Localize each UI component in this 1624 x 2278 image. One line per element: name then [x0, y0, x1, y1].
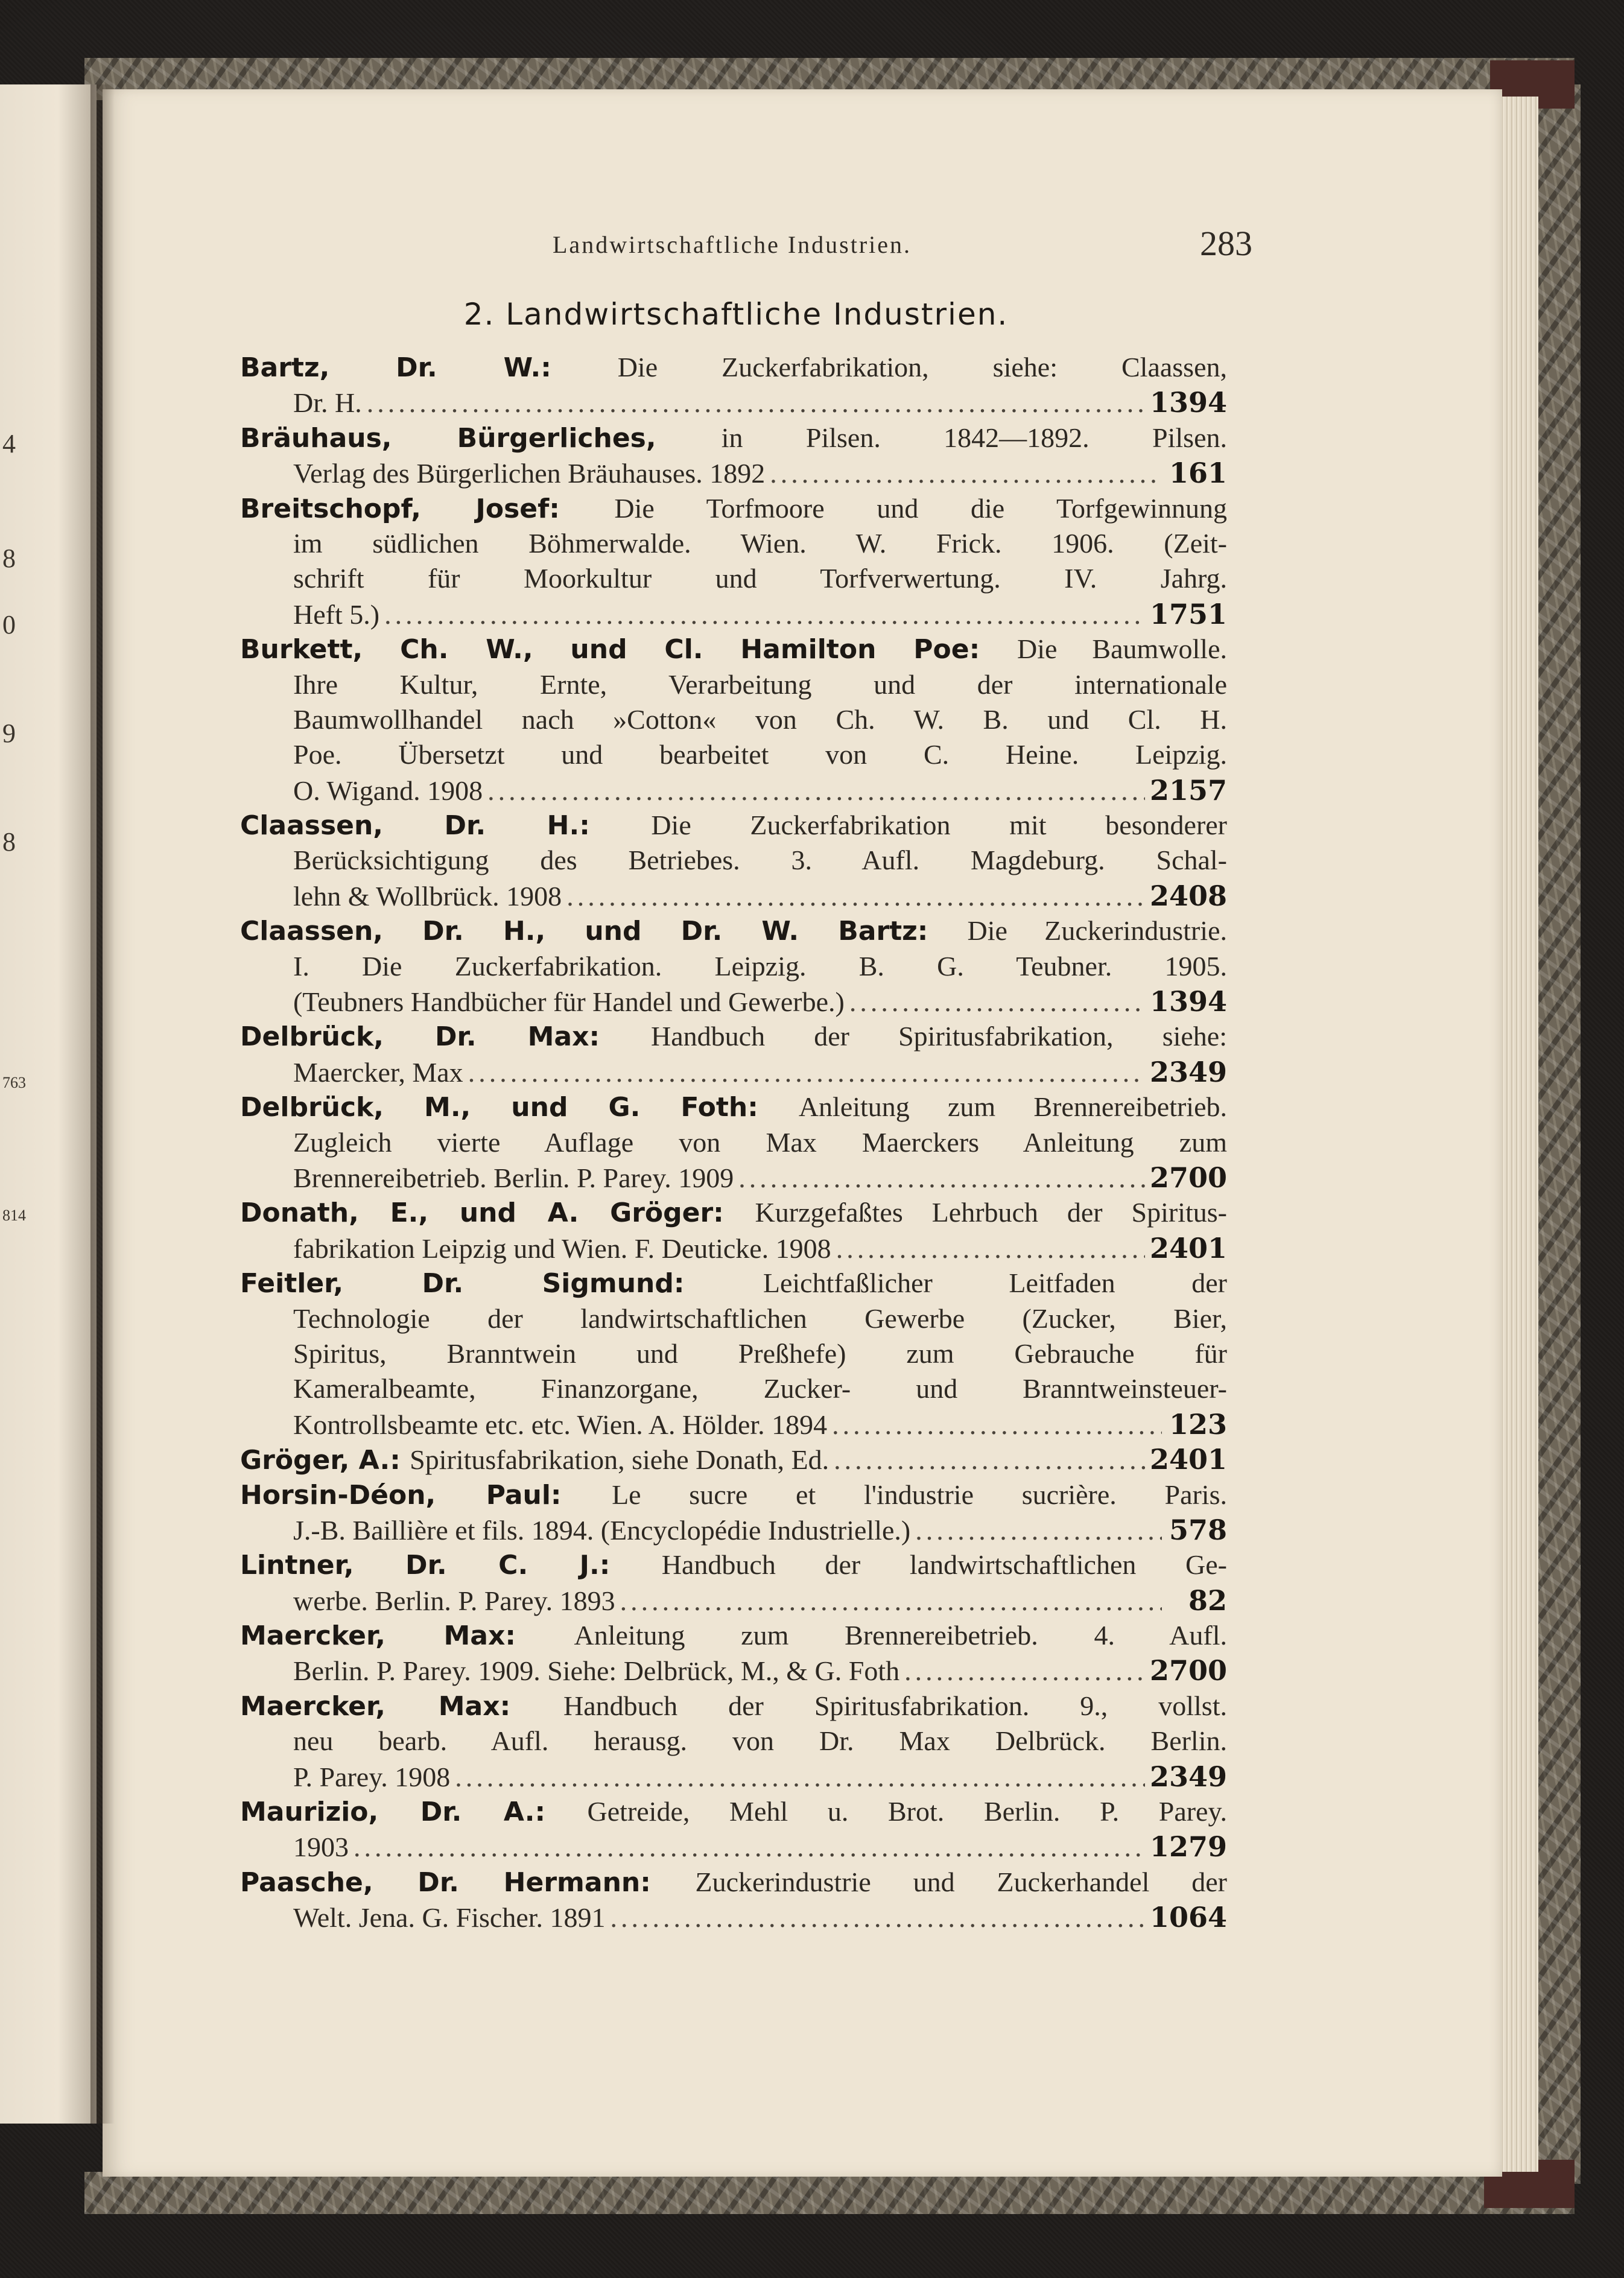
dot-leader — [834, 1442, 1145, 1477]
entry-text: Heft 5.) — [293, 598, 380, 630]
entry-line: Technologie der landwirtschaftlichen Gewerbe (Zucker, Bier, — [293, 1302, 1227, 1334]
dot-leader — [384, 597, 1145, 632]
entry-text: Dr. H. — [293, 387, 362, 419]
entry-final-line — [240, 455, 1227, 490]
dot-leader — [620, 1584, 1162, 1618]
entry-text: Berlin. P. Parey. 1909. Siehe: Delbrück, M., & G. Foth — [293, 1655, 900, 1687]
entry-text: Welt. Jena. G. Fischer. 1891 — [293, 1902, 606, 1934]
bibliography-entry — [240, 1689, 1227, 1794]
bibliography-entry — [240, 420, 1227, 491]
catalog-number: 2700 — [1149, 1654, 1227, 1687]
entry-text: fabrikation Leipzig und Wien. F. Deuticke. 1908 — [293, 1233, 831, 1264]
entry-author: Maercker, Max: — [240, 1620, 574, 1652]
entry-text: Maercker, Max — [293, 1056, 463, 1088]
entry-text: P. Parey. 1908 — [293, 1761, 451, 1792]
page-number: 283 — [1200, 224, 1252, 263]
entry-line: Bartz, Dr. W.: Die Zuckerfabrikation, siehe: Claassen, — [240, 352, 1227, 383]
entry-author: Burkett, Ch. W., und Cl. Hamilton Poe: — [240, 634, 1017, 665]
entry-author: Horsin-Déon, Paul: — [240, 1479, 612, 1511]
entry-text: werbe. Berlin. P. Parey. 1893 — [293, 1585, 615, 1616]
entry-line: Delbrück, M., und G. Foth: Anleitung zum Brennereibetrieb. — [240, 1091, 1227, 1123]
entry-text: Kontrollsbeamte etc. etc. Wien. A. Hölder. 1894 — [293, 1409, 828, 1440]
entry-final-line — [240, 1160, 1227, 1195]
entry-line: schrift für Moorkultur und Torfverwertung. IV. Jahrg. — [293, 563, 1227, 594]
entry-text: 1903 — [293, 1832, 349, 1863]
margin-mark: 8 — [2, 544, 16, 573]
catalog-number: 2408 — [1149, 879, 1227, 912]
entry-final-line — [240, 1653, 1227, 1688]
margin-mark: 8 — [2, 827, 16, 857]
entry-line: Lintner, Dr. C. J.: Handbuch der landwirtschaftlichen Ge- — [240, 1549, 1227, 1581]
entry-author: Breitschopf, Josef: — [240, 493, 615, 524]
bibliography-entry — [240, 1618, 1227, 1689]
entry-final-line — [240, 597, 1227, 632]
bibliography-entry — [240, 1090, 1227, 1195]
entry-final-line — [240, 1442, 1227, 1477]
bibliography-entry — [240, 1865, 1227, 1935]
bibliography-entry — [240, 632, 1227, 808]
bibliography-entry — [240, 1477, 1227, 1548]
bibliography-entry — [240, 350, 1227, 420]
dot-leader — [770, 456, 1162, 490]
entry-line: Poe. Übersetzt und bearbeitet von C. Heine. Leipzig. — [293, 739, 1227, 770]
entry-line: Maercker, Max: Handbuch der Spiritusfabrikation. 9., vollst. — [240, 1690, 1227, 1722]
catalog-number: 82 — [1188, 1584, 1227, 1617]
entry-text: J.-B. Baillière et fils. 1894. (Encyclopédie Industrielle.) — [293, 1514, 911, 1546]
entry-final-line — [240, 1407, 1227, 1442]
spine-shadow — [90, 84, 115, 2124]
running-header — [553, 223, 1252, 265]
entry-author: Delbrück, Dr. Max: — [240, 1021, 652, 1053]
entry-text: (Teubners Handbücher für Handel und Gewerbe.) — [293, 986, 845, 1018]
entry-author: Gröger, A.: — [240, 1445, 410, 1476]
dot-leader — [849, 985, 1145, 1019]
entry-author: Bartz, Dr. W.: — [240, 352, 618, 383]
catalog-number: 123 — [1169, 1407, 1227, 1441]
catalog-number: 578 — [1169, 1513, 1227, 1546]
entry-text: O. Wigand. 1908 — [293, 775, 483, 806]
entry-final-line — [240, 385, 1227, 420]
catalog-number: 1394 — [1149, 985, 1227, 1018]
dot-leader — [566, 879, 1145, 913]
entry-line: neu bearb. Aufl. herausg. von Dr. Max Delbrück. Berlin. — [293, 1725, 1227, 1757]
dot-leader — [832, 1407, 1162, 1442]
entry-line: Horsin-Déon, Paul: Le sucre et l'industrie sucrière. Paris. — [240, 1479, 1227, 1511]
entry-author: Delbrück, M., und G. Foth: — [240, 1092, 799, 1123]
catalog-number: 1751 — [1149, 597, 1227, 630]
dot-leader — [611, 1900, 1145, 1935]
margin-mark: 0 — [2, 610, 16, 639]
entry-final-line — [240, 773, 1227, 808]
entry-line: Ihre Kultur, Ernte, Verarbeitung und der internationale — [293, 668, 1227, 700]
catalog-number: 161 — [1169, 457, 1227, 490]
bibliography-entry — [240, 913, 1227, 1019]
entry-final-line — [240, 878, 1227, 913]
catalog-number: 2349 — [1149, 1760, 1227, 1793]
margin-mark: 4 — [2, 429, 16, 458]
catalog-number: 2401 — [1149, 1231, 1227, 1264]
bibliography-entry — [240, 491, 1227, 632]
entry-line: Berücksichtigung des Betriebes. 3. Aufl. Magdeburg. Schal- — [293, 845, 1227, 876]
entry-author: Claassen, Dr. H., und Dr. W. Bartz: — [240, 916, 968, 947]
dot-leader — [915, 1513, 1162, 1547]
bibliography-entry — [240, 1794, 1227, 1865]
dot-leader — [455, 1760, 1145, 1794]
entry-author: Bräuhaus, Bürgerliches, — [240, 422, 722, 454]
entry-line: im südlichen Böhmerwalde. Wien. W. Frick. 1906. (Zeit- — [293, 527, 1227, 559]
entry-author: Feitler, Dr. Sigmund: — [240, 1268, 763, 1299]
entry-line: Burkett, Ch. W., und Cl. Hamilton Poe: Die Baumwolle. — [240, 633, 1227, 665]
catalog-number: 2700 — [1149, 1161, 1227, 1194]
entry-line: Maurizio, Dr. A.: Getreide, Mehl u. Brot. Berlin. P. Parey. — [240, 1796, 1227, 1828]
entry-author: Lintner, Dr. C. J.: — [240, 1550, 662, 1581]
entry-text: Verlag des Bürgerlichen Bräuhauses. 1892 — [293, 458, 766, 489]
entry-line: Kameralbeamte, Finanzorgane, Zucker- und Branntweinsteuer- — [293, 1373, 1227, 1404]
entry-line: Bräuhaus, Bürgerliches, in Pilsen. 1842—1892. Pilsen. — [240, 422, 1227, 454]
dot-leader — [468, 1055, 1145, 1090]
entry-line: Delbrück, Dr. Max: Handbuch der Spiritusfabrikation, siehe: — [240, 1021, 1227, 1053]
bibliography-entry — [240, 1266, 1227, 1442]
dot-leader — [836, 1231, 1145, 1266]
bibliography-entry — [240, 808, 1227, 913]
dot-leader — [904, 1654, 1145, 1688]
catalog-number: 1279 — [1149, 1830, 1227, 1864]
marbled-edge-bottom — [84, 2172, 1575, 2214]
bibliography-list — [240, 350, 1227, 1935]
entry-final-line — [240, 1583, 1227, 1618]
section-title: 2. Landwirtschaftliche Industrien. — [463, 297, 1009, 332]
entry-final-line — [240, 984, 1227, 1019]
entry-line: Maercker, Max: Anleitung zum Brennereibetrieb. 4. Aufl. — [240, 1620, 1227, 1652]
entry-author: Claassen, Dr. H.: — [240, 810, 652, 842]
dot-leader — [487, 773, 1145, 808]
entry-line: I. Die Zuckerfabrikation. Leipzig. B. G. Teubner. 1905. — [293, 950, 1227, 982]
bibliography-entry — [240, 1195, 1227, 1266]
dot-leader — [738, 1161, 1145, 1195]
entry-line: Claassen, Dr. H., und Dr. W. Bartz: Die Zuckerindustrie. — [240, 915, 1227, 947]
entry-line: Baumwollhandel nach »Cotton« von Ch. W. B. und Cl. H. — [293, 703, 1227, 735]
catalog-number: 2401 — [1149, 1443, 1227, 1476]
margin-mark: 814 — [2, 1207, 26, 1224]
entry-author: Maurizio, Dr. A.: — [240, 1797, 588, 1828]
dot-leader — [367, 385, 1145, 420]
entry-final-line — [240, 1759, 1227, 1794]
entry-final-line — [240, 1829, 1227, 1864]
entry-line: Paasche, Dr. Hermann: Zuckerindustrie und Zuckerhandel der — [240, 1866, 1227, 1898]
entry-text: Gröger, A.: Spiritusfabrikation, siehe Donath, Ed. — [240, 1444, 829, 1476]
dot-leader — [354, 1830, 1145, 1864]
entry-author: Maercker, Max: — [240, 1690, 564, 1722]
entry-line: Feitler, Dr. Sigmund: Leichtfaßlicher Leitfaden der — [240, 1267, 1227, 1299]
catalog-number: 2349 — [1149, 1055, 1227, 1088]
entry-line: Spiritus, Branntwein und Preßhefe) zum Gebrauche für — [293, 1337, 1227, 1369]
bibliography-entry — [240, 1019, 1227, 1090]
margin-mark: 763 — [2, 1074, 26, 1091]
catalog-number: 1394 — [1149, 386, 1227, 419]
catalog-number: 1064 — [1149, 1901, 1227, 1934]
catalog-number: 2157 — [1149, 773, 1227, 807]
left-page-edge — [0, 84, 97, 2124]
entry-line: Donath, E., und A. Gröger: Kurzgefaßtes Lehrbuch der Spiritus- — [240, 1197, 1227, 1229]
entry-line: Claassen, Dr. H.: Die Zuckerfabrikation mit besonderer — [240, 810, 1227, 842]
entry-author: Donath, E., und A. Gröger: — [240, 1198, 755, 1229]
entry-final-line — [240, 1512, 1227, 1547]
entry-line: Breitschopf, Josef: Die Torfmoore und die Torfgewinnung — [240, 492, 1227, 524]
entry-line: Zugleich vierte Auflage von Max Maerckers Anleitung zum — [293, 1126, 1227, 1158]
entry-text: lehn & Wollbrück. 1908 — [293, 880, 562, 912]
marbled-edge-right — [1532, 84, 1581, 2184]
entry-final-line — [240, 1055, 1227, 1090]
running-title: Landwirtschaftliche Industrien. — [553, 231, 912, 258]
entry-final-line — [240, 1231, 1227, 1266]
entry-author: Paasche, Dr. Hermann: — [240, 1867, 696, 1898]
bibliography-entry — [240, 1547, 1227, 1618]
entry-final-line — [240, 1900, 1227, 1935]
bibliography-entry — [240, 1442, 1227, 1477]
margin-mark: 9 — [2, 719, 16, 748]
entry-text: Brennereibetrieb. Berlin. P. Parey. 1909 — [293, 1162, 734, 1193]
